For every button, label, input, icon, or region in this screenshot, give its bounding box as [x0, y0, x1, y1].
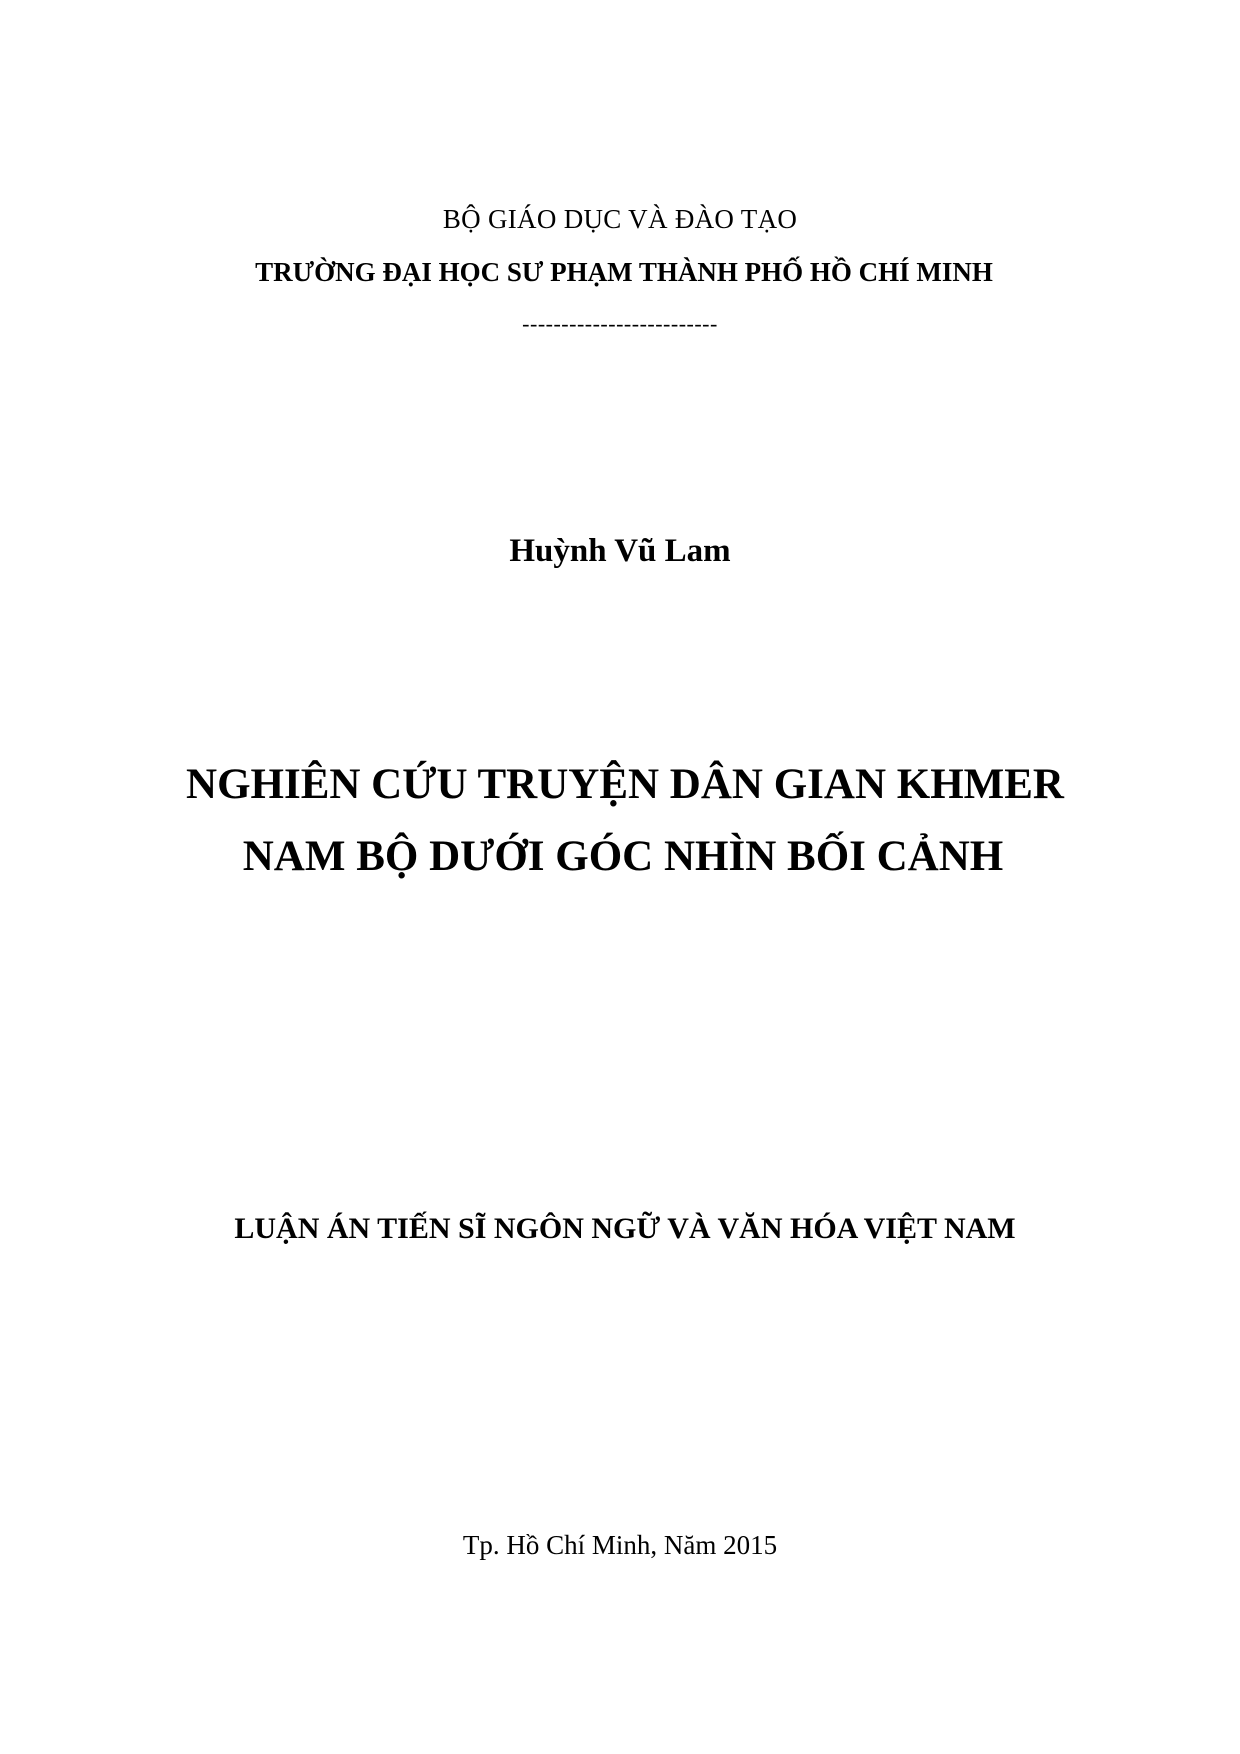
thesis-title-line-2: NAM BỘ DƯỚI GÓC NHÌN BỐI CẢNH	[242, 833, 1004, 880]
university-name: TRƯỜNG ĐẠI HỌC SƯ PHẠM THÀNH PHỐ HỒ CHÍ MINH	[255, 257, 993, 287]
place-and-year: Tp. Hồ Chí Minh, Năm 2015	[462, 1530, 778, 1560]
degree-type: LUẬN ÁN TIẾN SĨ NGÔN NGỮ VÀ VĂN HÓA VIỆT NAM	[234, 1212, 1016, 1245]
ministry-name: BỘ GIÁO DỤC VÀ ĐÀO TẠO	[442, 204, 798, 234]
author-name: Huỳnh Vũ Lam	[509, 533, 731, 569]
thesis-title-line-1: NGHIÊN CỨU TRUYỆN DÂN GIAN KHMER	[186, 761, 1064, 808]
header-divider: -------------------------	[522, 311, 718, 336]
